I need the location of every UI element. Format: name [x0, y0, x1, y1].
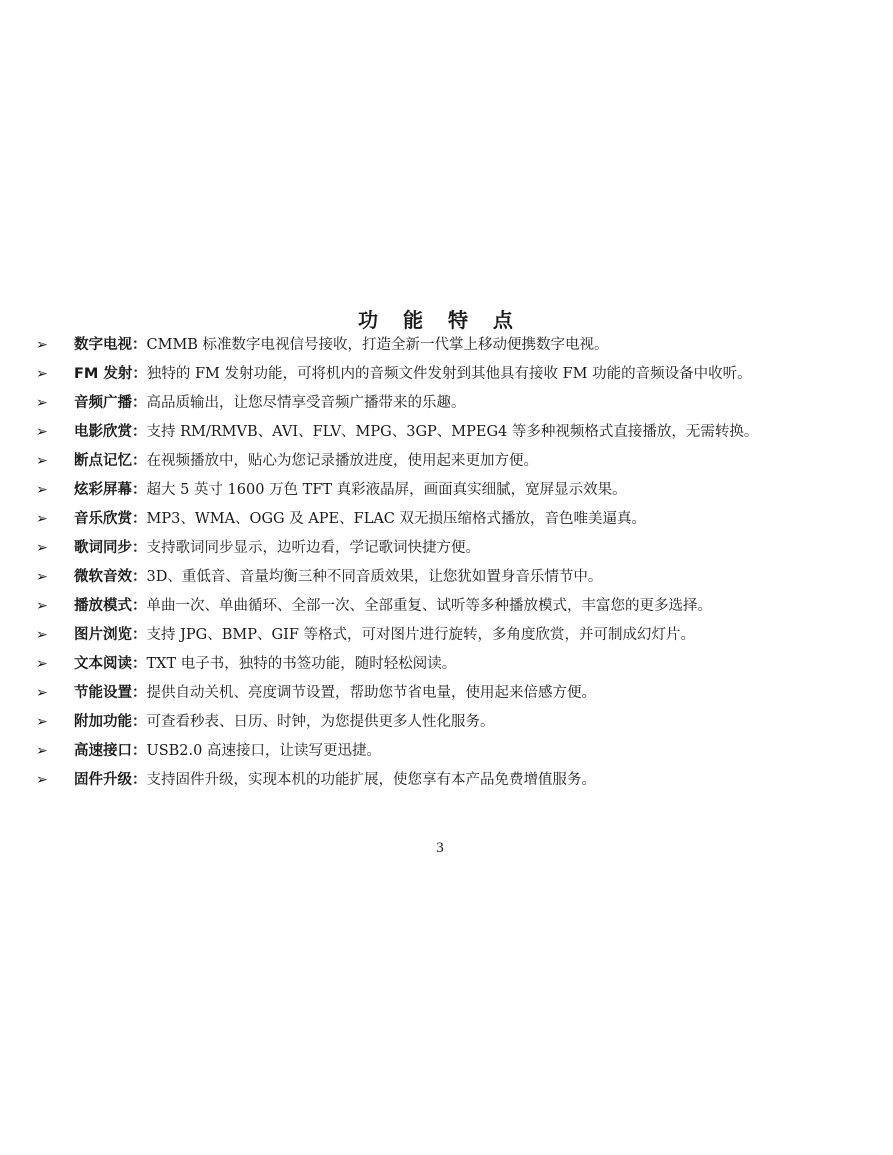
feature-item — [36, 653, 886, 682]
feature-item — [36, 740, 886, 769]
feature-item — [36, 479, 886, 508]
feature-item — [36, 769, 886, 798]
feature-description: 提供自动关机、亮度调节设置，帮助您节省电量，使用起来倍感方便。 — [146, 685, 596, 701]
feature-name: FM 发射： — [74, 366, 147, 382]
feature-description: 3D、重低音、音量均衡三种不同音质效果，让您犹如置身音乐情节中。 — [146, 569, 603, 585]
arrow-bullet-icon: ➢ — [36, 453, 48, 469]
feature-item — [36, 421, 886, 450]
arrow-bullet-icon: ➢ — [36, 482, 48, 498]
feature-item — [36, 392, 886, 421]
feature-description: 支持 JPG、BMP、GIF 等格式，可对图片进行旋转，多角度欣赏，并可制成幻灯片。 — [146, 627, 695, 643]
feature-name: 高速接口： — [74, 743, 147, 759]
feature-description: 单曲一次、单曲循环、全部一次、全部重复、试听等多种播放模式，丰富您的更多选择。 — [146, 598, 712, 614]
feature-name: 固件升级： — [74, 772, 147, 788]
arrow-bullet-icon: ➢ — [36, 569, 48, 585]
feature-description: 在视频播放中，贴心为您记录播放进度，使用起来更加方便。 — [146, 453, 538, 469]
feature-name: 音频广播： — [74, 395, 147, 411]
feature-name: 节能设置： — [74, 685, 147, 701]
feature-name: 附加功能： — [74, 714, 147, 730]
arrow-bullet-icon: ➢ — [36, 395, 48, 411]
arrow-bullet-icon: ➢ — [36, 656, 48, 672]
feature-name: 音乐欣赏： — [74, 511, 147, 527]
feature-item — [36, 682, 886, 711]
arrow-bullet-icon: ➢ — [36, 743, 48, 759]
feature-description: USB2.0 高速接口，让读写更迅捷。 — [146, 743, 381, 759]
arrow-bullet-icon: ➢ — [36, 366, 48, 382]
feature-name: 炫彩屏幕： — [74, 482, 147, 498]
feature-item — [36, 711, 886, 740]
arrow-bullet-icon: ➢ — [36, 598, 48, 614]
feature-item — [36, 334, 886, 363]
feature-name: 文本阅读： — [74, 656, 147, 672]
feature-description: CMMB 标准数字电视信号接收，打造全新一代掌上移动便携数字电视。 — [146, 337, 609, 353]
feature-name: 电影欣赏： — [74, 424, 147, 440]
feature-name: 数字电视： — [74, 337, 147, 353]
feature-description: 可查看秒表、日历、时钟，为您提供更多人性化服务。 — [146, 714, 495, 730]
arrow-bullet-icon: ➢ — [36, 685, 48, 701]
feature-list — [36, 334, 886, 798]
feature-name: 歌词同步： — [74, 540, 147, 556]
feature-description: 支持固件升级，实现本机的功能扩展，使您享有本产品免费增值服务。 — [146, 772, 596, 788]
feature-name: 播放模式： — [74, 598, 147, 614]
feature-description: 超大 5 英寸 1600 万色 TFT 真彩液晶屏，画面真实细腻，宽屏显示效果。 — [146, 482, 627, 498]
arrow-bullet-icon: ➢ — [36, 540, 48, 556]
feature-item — [36, 508, 886, 537]
feature-item — [36, 624, 886, 653]
feature-item — [36, 537, 886, 566]
feature-description: 支持歌词同步显示，边听边看，学记歌词快捷方便。 — [146, 540, 480, 556]
page-number: 3 — [436, 840, 444, 856]
feature-description: MP3、WMA、OGG 及 APE、FLAC 双无损压缩格式播放，音色唯美逼真。 — [146, 511, 646, 527]
feature-item — [36, 450, 886, 479]
arrow-bullet-icon: ➢ — [36, 337, 48, 353]
feature-name: 图片浏览： — [74, 627, 147, 643]
feature-item — [36, 595, 886, 624]
feature-name: 断点记忆： — [74, 453, 147, 469]
feature-description: TXT 电子书，独特的书签功能，随时轻松阅读。 — [146, 656, 457, 672]
feature-item — [36, 566, 886, 595]
arrow-bullet-icon: ➢ — [36, 511, 48, 527]
arrow-bullet-icon: ➢ — [36, 627, 48, 643]
page-title: 功 能 特 点 — [358, 308, 522, 332]
arrow-bullet-icon: ➢ — [36, 424, 48, 440]
arrow-bullet-icon: ➢ — [36, 772, 48, 788]
feature-name: 微软音效： — [74, 569, 147, 585]
feature-description: 支持 RM/RMVB、AVI、FLV、MPG、3GP、MPEG4 等多种视频格式直接播放，无需转换。 — [146, 424, 759, 440]
arrow-bullet-icon: ➢ — [36, 714, 48, 730]
feature-item — [36, 363, 886, 392]
feature-description: 独特的 FM 发射功能，可将机内的音频文件发射到其他具有接收 FM 功能的音频设备中收听。 — [146, 366, 752, 382]
feature-description: 高品质输出，让您尽情享受音频广播带来的乐趣。 — [146, 395, 466, 411]
